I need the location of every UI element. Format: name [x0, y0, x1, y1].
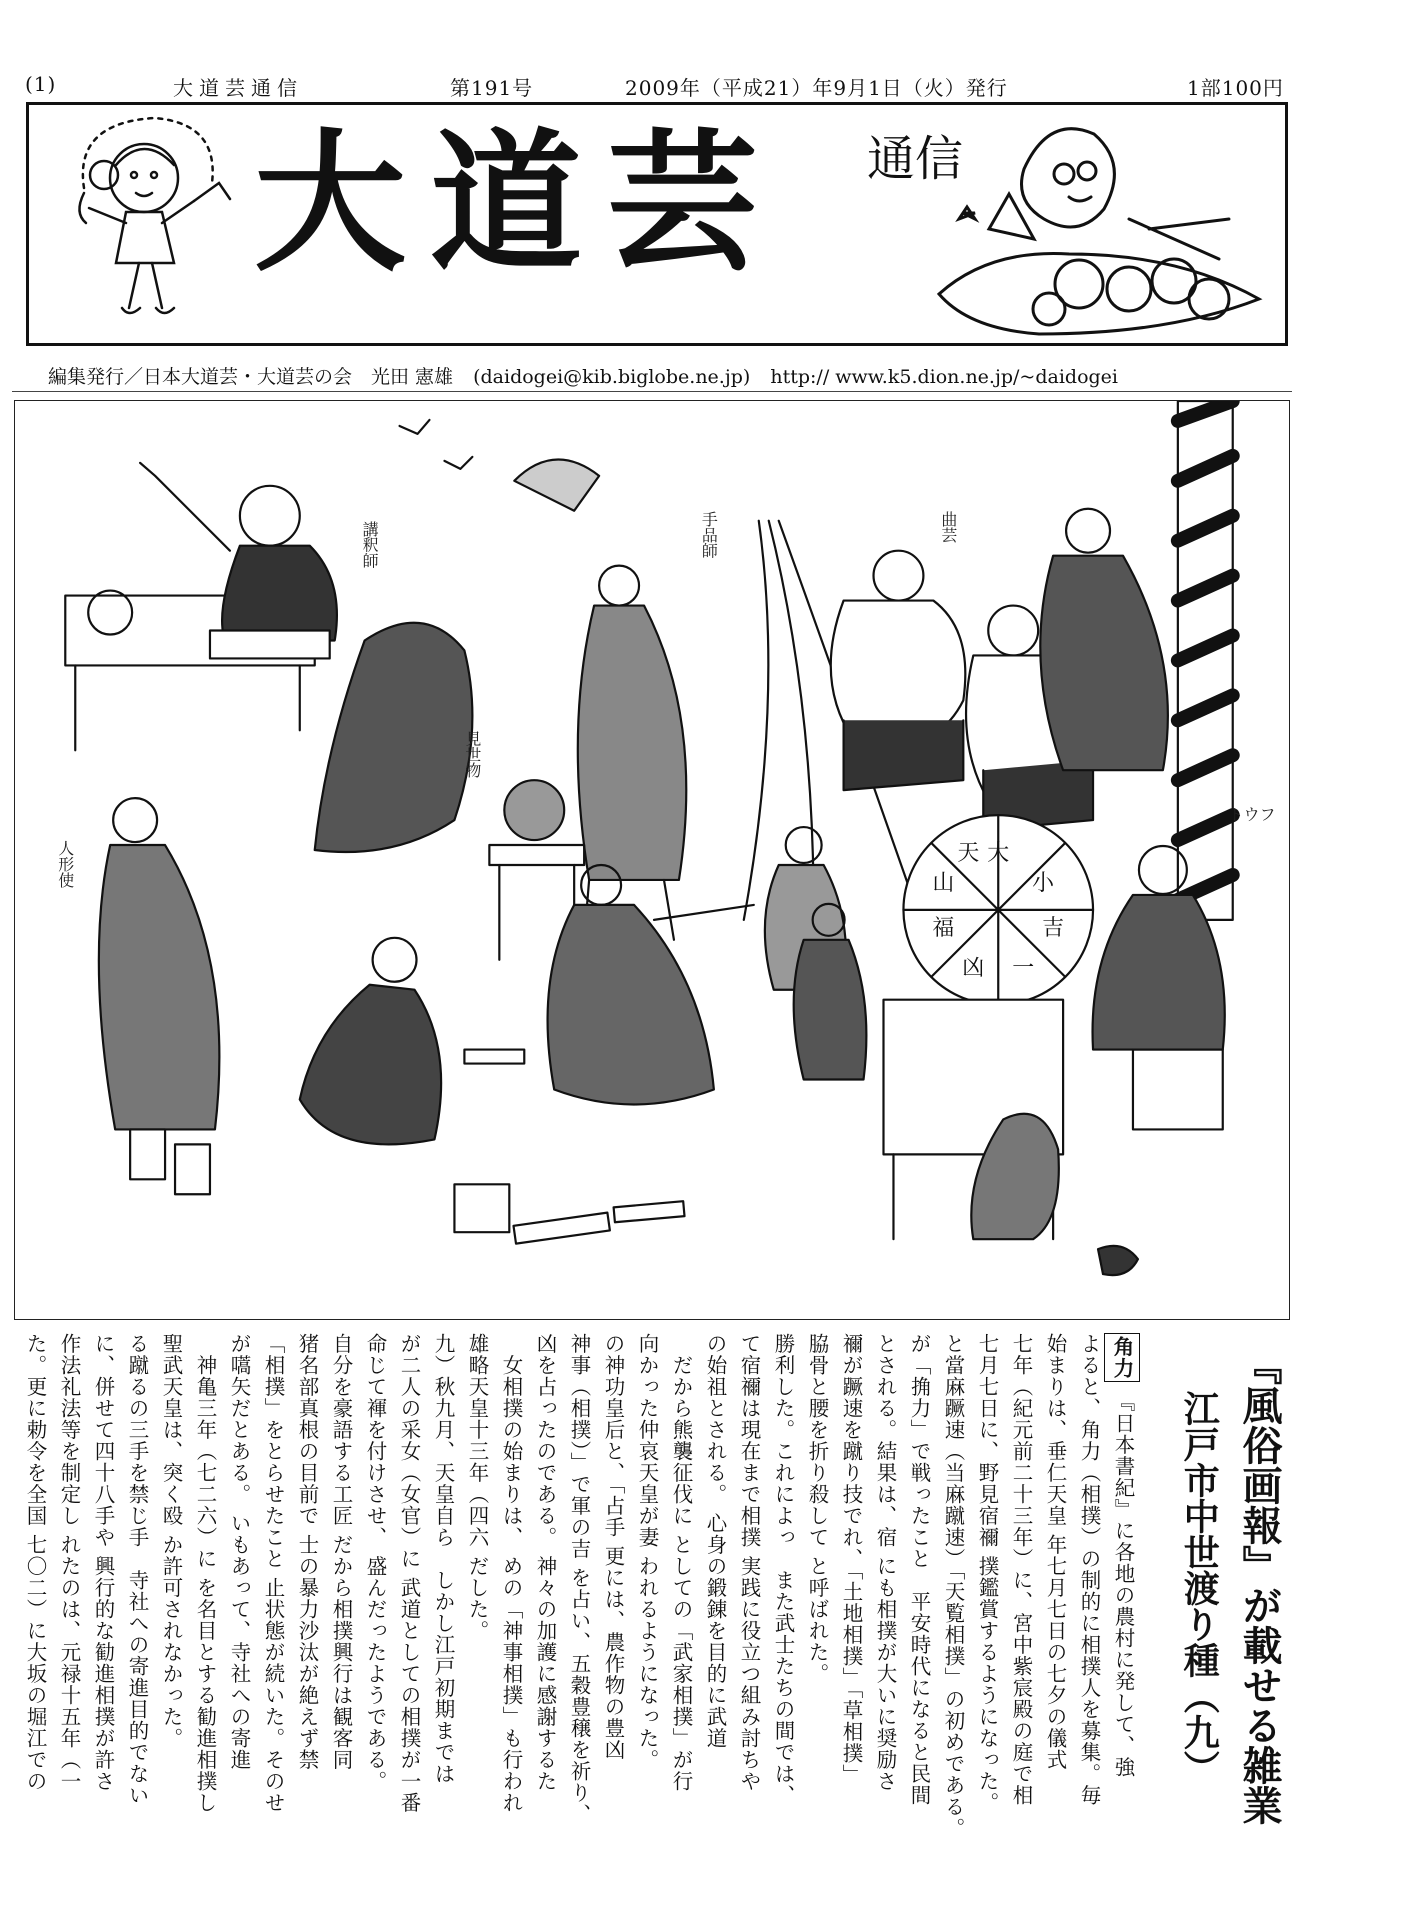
body-column: 向かった仲哀天皇が妻 われるようになった。: [635, 1333, 659, 1771]
body-column: 禰が蹶速を蹴り技でれ、「土地相撲」「草相撲」: [839, 1333, 863, 1786]
body-column: た。更に勅令を全国 七〇二）に大坂の堀江での: [23, 1333, 47, 1793]
page-number: (1): [25, 72, 57, 96]
body-column: だから熊襲征伐に としての「武家相撲」が行: [669, 1333, 693, 1793]
body-column: 神亀三年（七二六）に を名目とする勧進相撲し: [193, 1333, 217, 1814]
body-column: 勝利した。これによっ また武士たちの間では、: [771, 1333, 795, 1806]
body-column: の神功皇后と、「占手 更には、農作物の豊凶: [601, 1333, 625, 1761]
street-performers-engraving: [15, 401, 1289, 1319]
body-column: 聖武天皇は、突く殴 か許可されなかった。: [159, 1333, 183, 1750]
wheel-label: 福: [932, 915, 955, 941]
label-storyteller: 講釈師: [360, 520, 380, 569]
body-column: る蹴るの三手を禁じ手 寺社への寄進目的でない: [125, 1333, 149, 1806]
body-column: 七年（紀元前二十三年）に、宮中紫宸殿の庭で相: [1009, 1333, 1033, 1806]
label-acrobat: 曲芸: [938, 510, 958, 543]
body-column: が「捔力」で戦ったこと 平安時代になると民間: [907, 1333, 931, 1806]
section-label: 角力: [1104, 1333, 1140, 1382]
body-column: 七月七日に、野見宿禰 撲鑑賞するようになった。: [975, 1333, 999, 1814]
body-column: と當麻蹶速（当麻蹴速）「天覧相撲」の初めである。: [941, 1333, 965, 1839]
body-column: 作法礼法等を制定し れたのは、元禄十五年（一: [57, 1333, 81, 1793]
editor-line: [48, 362, 1132, 389]
issue-date: 2009年（平成21）年9月1日（火）発行: [625, 76, 1008, 100]
body-column: 『日本書紀』に各地の農村に発して、強: [1111, 1391, 1135, 1778]
label-tofu: トウフ: [1227, 805, 1276, 825]
wheel-label: 吉: [1042, 915, 1065, 941]
newsletter-name: 大道芸通信: [173, 76, 303, 100]
wheel-label: 山: [932, 870, 955, 896]
body-column: 猪名部真根の目前で 士の暴力沙汰が絶えず禁: [295, 1333, 319, 1771]
body-column: 脇骨と腰を折り殺して と呼ばれた。: [805, 1333, 829, 1685]
divider: [12, 391, 1292, 392]
body-column: 命じて褌を付けさせ、 盛んだったようである。: [363, 1333, 387, 1793]
issue-header: [25, 72, 1285, 98]
editor-label: 編集発行／日本大道芸・大道芸の会 光田 憲雄: [48, 366, 454, 388]
price: 1部100円: [1187, 76, 1284, 100]
wheel-label: 天: [957, 841, 980, 866]
article-body: [23, 1333, 1140, 1878]
wheel-label: 大: [987, 841, 1010, 866]
body-column: 神事（相撲）」で軍の吉 を占い、五穀豊穣を祈り、: [567, 1333, 591, 1825]
masthead-title: 大道芸: [254, 113, 782, 292]
label-magician: 手品師: [699, 510, 719, 559]
article-subtitle: 江戸市中世渡り種（九）: [1178, 1390, 1221, 1786]
body-column: の始祖とされる。 心身の鍛錬を目的に武道: [703, 1333, 727, 1750]
body-column: 女相撲の始まりは、 めの「神事相撲」も行われ: [499, 1333, 523, 1814]
body-column: 九）秋九月、天皇自ら しかし江戸初期までは: [431, 1333, 455, 1785]
article-title: 『風俗画報』が載せる雑業: [1236, 1345, 1283, 1825]
ukiyoe-illustration: [14, 400, 1290, 1320]
body-column: に、併せて四十八手や 興行的な勧進相撲が許さ: [91, 1333, 115, 1793]
body-column: 自分を豪語する工匠 だから相撲興行は観客同: [329, 1333, 353, 1771]
clown-juggler-icon: [44, 113, 244, 338]
label-show: 見世物: [462, 730, 482, 779]
body-column: 雄略天皇十三年（四六 だした。: [465, 1333, 489, 1642]
body-column: が嚆矢だとある。 いもあって、寺社への寄進: [227, 1333, 251, 1771]
issue-number: 第191号: [450, 76, 534, 100]
label-puppeteer: 人形使: [55, 840, 75, 888]
masthead: [26, 102, 1288, 346]
body-column: 「相撲」をとらせたこと 止状態が続いた。そのせ: [261, 1333, 285, 1814]
body-column: 始まりは、垂仁天皇 年七月七日の七夕の儀式: [1043, 1333, 1067, 1771]
body-column: よると、角力（相撲）の制的に相撲人を募集。毎: [1077, 1333, 1101, 1806]
performer-doodle-icon: [929, 109, 1284, 344]
editor-url[interactable]: http:// www.k5.dion.ne.jp/~daidogei: [770, 366, 1118, 388]
body-column: とされる。結果は、宿 にも相撲が大いに奨励さ: [873, 1333, 897, 1793]
wheel-label: 小: [1032, 870, 1055, 896]
wheel-label: 凶: [962, 955, 985, 981]
body-column: が二人の采女（女官）に 武道としての相撲が一番: [397, 1333, 421, 1814]
body-column: 凶を占ったのである。 神々の加護に感謝するた: [533, 1333, 557, 1793]
editor-email[interactable]: (daidogei@kib.biglobe.ne.jp): [473, 366, 751, 388]
wheel-label: 一: [1012, 955, 1035, 981]
body-column: て宿禰は現在まで相撲 実践に役立つ組み討ちや: [737, 1333, 761, 1793]
masthead-subtitle: 通信: [867, 131, 964, 187]
